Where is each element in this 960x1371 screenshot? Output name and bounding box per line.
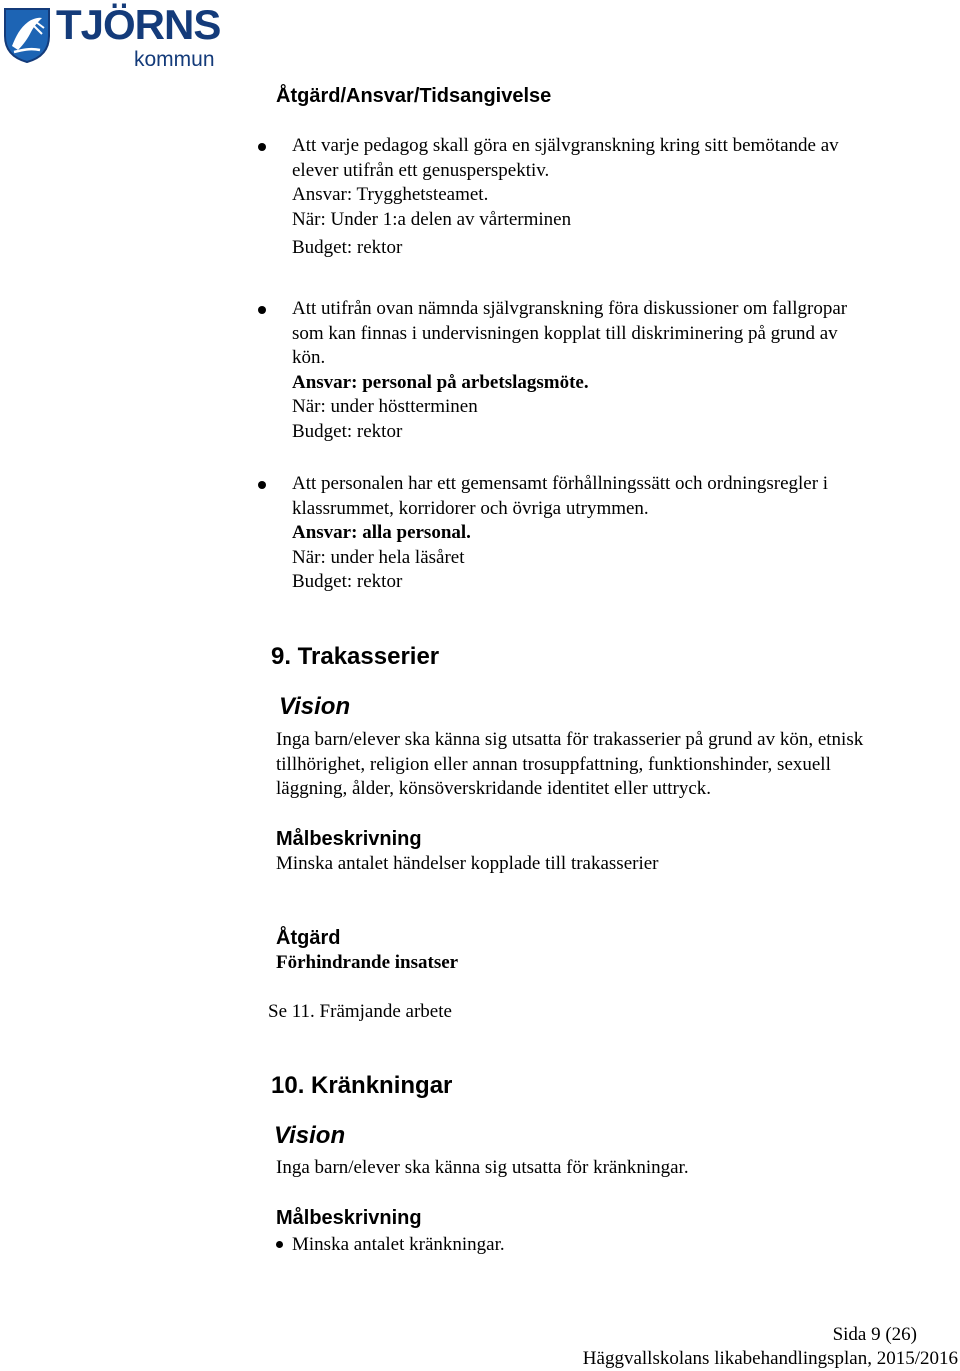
section9-atgard-heading: Åtgärd [276, 927, 341, 949]
logo-sub: kommun [134, 48, 215, 71]
section9-see-text [268, 1000, 938, 1025]
action-nar: När: Under 1:a delen av vårterminen [292, 208, 572, 230]
action-budget: Budget: rektor [292, 420, 403, 442]
bullet-icon [258, 306, 266, 314]
tjorn-coat-of-arms-icon [2, 6, 52, 64]
section10-title: 10. Kränkningar [271, 1072, 453, 1099]
action-line: elever utifrån ett genusperspektiv. [292, 159, 550, 181]
bullet-icon [276, 1241, 283, 1248]
section9-mal-heading: Målbeskrivning [276, 828, 422, 850]
mal-bullet-text: Minska antalet kränkningar. [292, 1234, 505, 1255]
section10-vision-heading: Vision [274, 1122, 346, 1149]
action-line: Att varje pedagog skall göra en självgranskning kring sitt bemötande av [292, 135, 839, 156]
action-line: Att personalen har ett gemensamt förhållningssätt och ordningsregler i [292, 473, 829, 494]
action-nar: När: under höstterminen [292, 396, 478, 417]
bullet-icon [258, 143, 266, 151]
section9-atgard-sub [276, 951, 946, 976]
section9-title: 9. Trakasserier [271, 643, 440, 670]
action-line: kön. [292, 347, 326, 368]
action-line: som kan finnas i undervisningen kopplat till diskriminering på grund av [292, 322, 838, 344]
vision-line: Inga barn/elever ska känna sig utsatta för kränkningar. [276, 1157, 689, 1178]
action-ansvar: Ansvar: Trygghetsteamet. [292, 184, 489, 205]
vision-line: läggning, ålder, könsöverskridande identitet eller uttryck. [276, 778, 712, 799]
action-nar: När: under hela läsåret [292, 546, 465, 568]
vision-line: tillhörighet, religion eller annan trosuppfattning, funktionshinder, sexuell [276, 753, 831, 775]
action-ansvar: Ansvar: alla personal. [292, 522, 471, 543]
section9-vision-heading: Vision [279, 693, 351, 720]
see-text: Se 11. Främjande arbete [268, 1001, 452, 1022]
footer-doc: Häggvallskolans likabehandlingsplan, 2015/2016 [582, 1348, 958, 1369]
section10-mal-heading: Målbeskrivning [276, 1207, 422, 1229]
action-line: Att utifrån ovan nämnda självgranskning föra diskussioner om fallgropar [292, 298, 848, 319]
bullet-icon [258, 481, 266, 489]
section-heading: Åtgärd/Ansvar/Tidsangivelse [276, 85, 552, 107]
section9-vision-text [276, 728, 946, 802]
section9-mal-text [276, 852, 946, 877]
atgard-sub: Förhindrande insatser [276, 952, 459, 973]
mal-text: Minska antalet händelser kopplade till trakasserier [276, 853, 659, 874]
footer-page: Sida 9 (26) [832, 1324, 917, 1345]
action-line: klassrummet, korridorer och övriga utrymmen. [292, 497, 649, 519]
logo-name: TJÖRNS [56, 1, 221, 48]
vision-line: Inga barn/elever ska känna sig utsatta för trakasserier på grund av kön, etnisk [276, 729, 864, 750]
action-ansvar: Ansvar: personal på arbetslagsmöte. [292, 371, 589, 393]
action-budget: Budget: rektor [292, 571, 403, 592]
section10-vision-text [276, 1156, 946, 1181]
action-budget: Budget: rektor [292, 237, 403, 258]
